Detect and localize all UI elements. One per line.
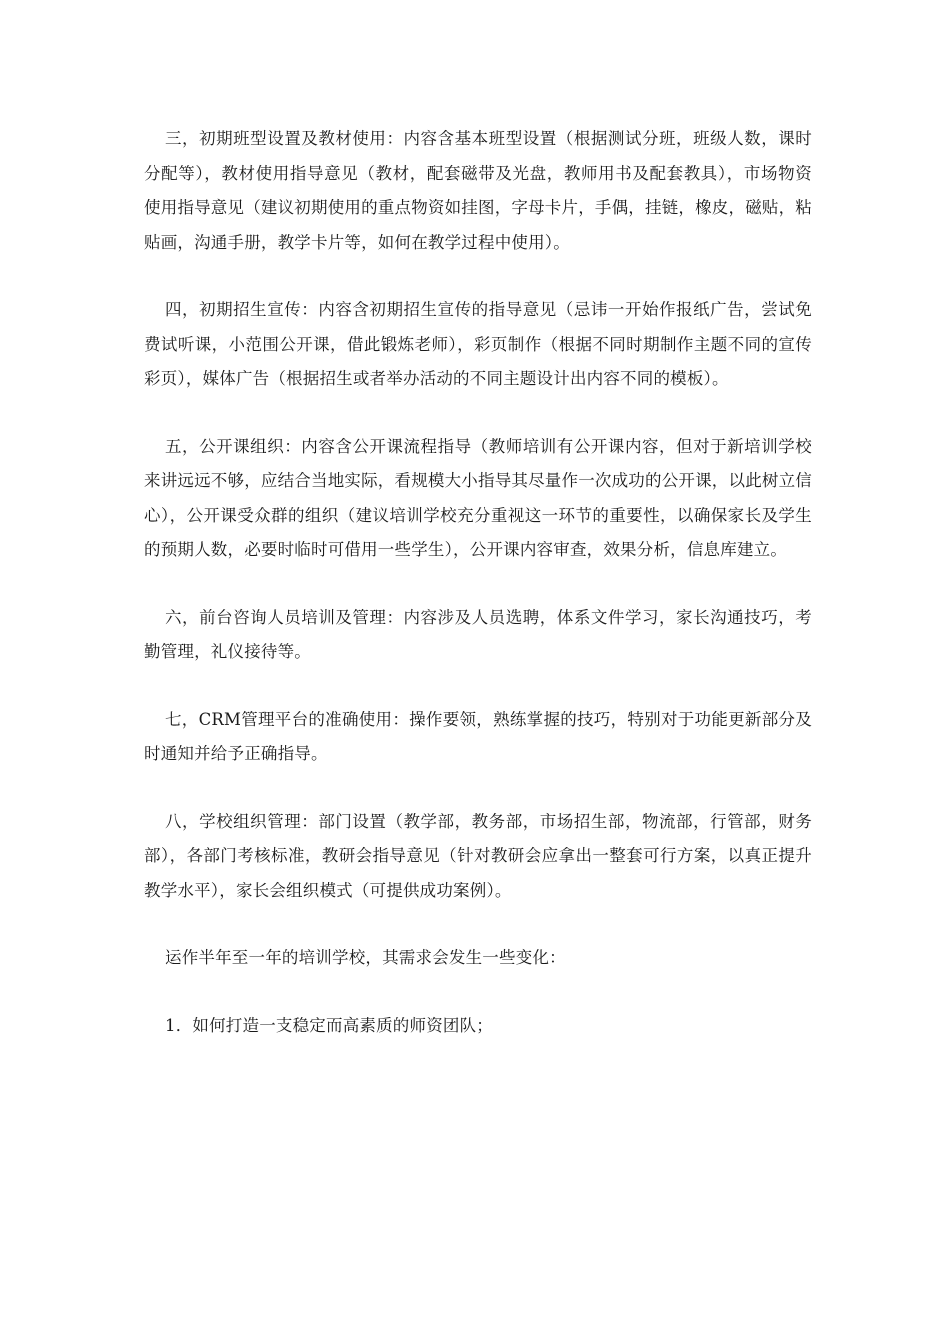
paragraph-gap <box>144 670 812 703</box>
paragraph-section-5: 五，公开课组织：内容含公开课流程指导（教师培训有公开课内容，但对于新培训学校来讲远远不够，应结合当地实际，看规模大小指导其尽量作一次成功的公开课，以此树立信心），公开课受众群的组织（建议培训学校充分重视这一环节的重要性，以确保家长及学生的预期人数，必要时临时可借用一些学生），公开课内容审查，效果分析，信息库建立。 <box>144 436 812 559</box>
paragraph-section-7: 七，CRM管理平台的准确使用：操作要领，熟练掌握的技巧，特别对于功能更新部分及时通知并给予正确指导。 <box>144 709 812 763</box>
paragraph-gap <box>144 976 812 1009</box>
paragraph-gap <box>144 397 812 430</box>
paragraph-section-8: 八，学校组织管理：部门设置（教学部，教务部，市场招生部，物流部，行管部，财务部），各部门考核标准，教研会指导意见（针对教研会应拿出一整套可行方案，以真正提升教学水平），家长会组织模式（可提供成功案例）。 <box>144 811 812 900</box>
paragraph-section-6: 六，前台咨询人员培训及管理：内容涉及人员选聘，体系文件学习，家长沟通技巧，考勤管理，礼仪接待等。 <box>144 607 812 661</box>
paragraph-section-3: 三，初期班型设置及教材使用：内容含基本班型设置（根据测试分班，班级人数，课时分配等），教材使用指导意见（教材，配套磁带及光盘，教师用书及配套教具），市场物资使用指导意见（建议初期使用的重点物资如挂图，字母卡片，手偶，挂链，橡皮，磁贴，粘贴画，沟通手册，教学卡片等，如何在教学过程中使用）。 <box>144 129 812 252</box>
paragraph-gap <box>144 772 812 805</box>
paragraph-gap <box>144 908 812 941</box>
list-item-1: 1．如何打造一支稳定而高素质的师资团队； <box>165 1015 493 1035</box>
paragraph-section-4: 四，初期招生宣传：内容含初期招生宣传的指导意见（忌讳一开始作报纸广告，尝试免费试听课，小范围公开课，借此锻炼老师），彩页制作（根据不同时期制作主题不同的宣传彩页），媒体广告（根据招生或者举办活动的不同主题设计出内容不同的模板）。 <box>144 300 812 388</box>
paragraph-intro-changes: 运作半年至一年的培训学校，其需求会发生一些变化： <box>165 948 566 967</box>
paragraph-gap <box>144 260 812 293</box>
document-body <box>144 122 812 1043</box>
paragraph-gap <box>144 568 812 601</box>
